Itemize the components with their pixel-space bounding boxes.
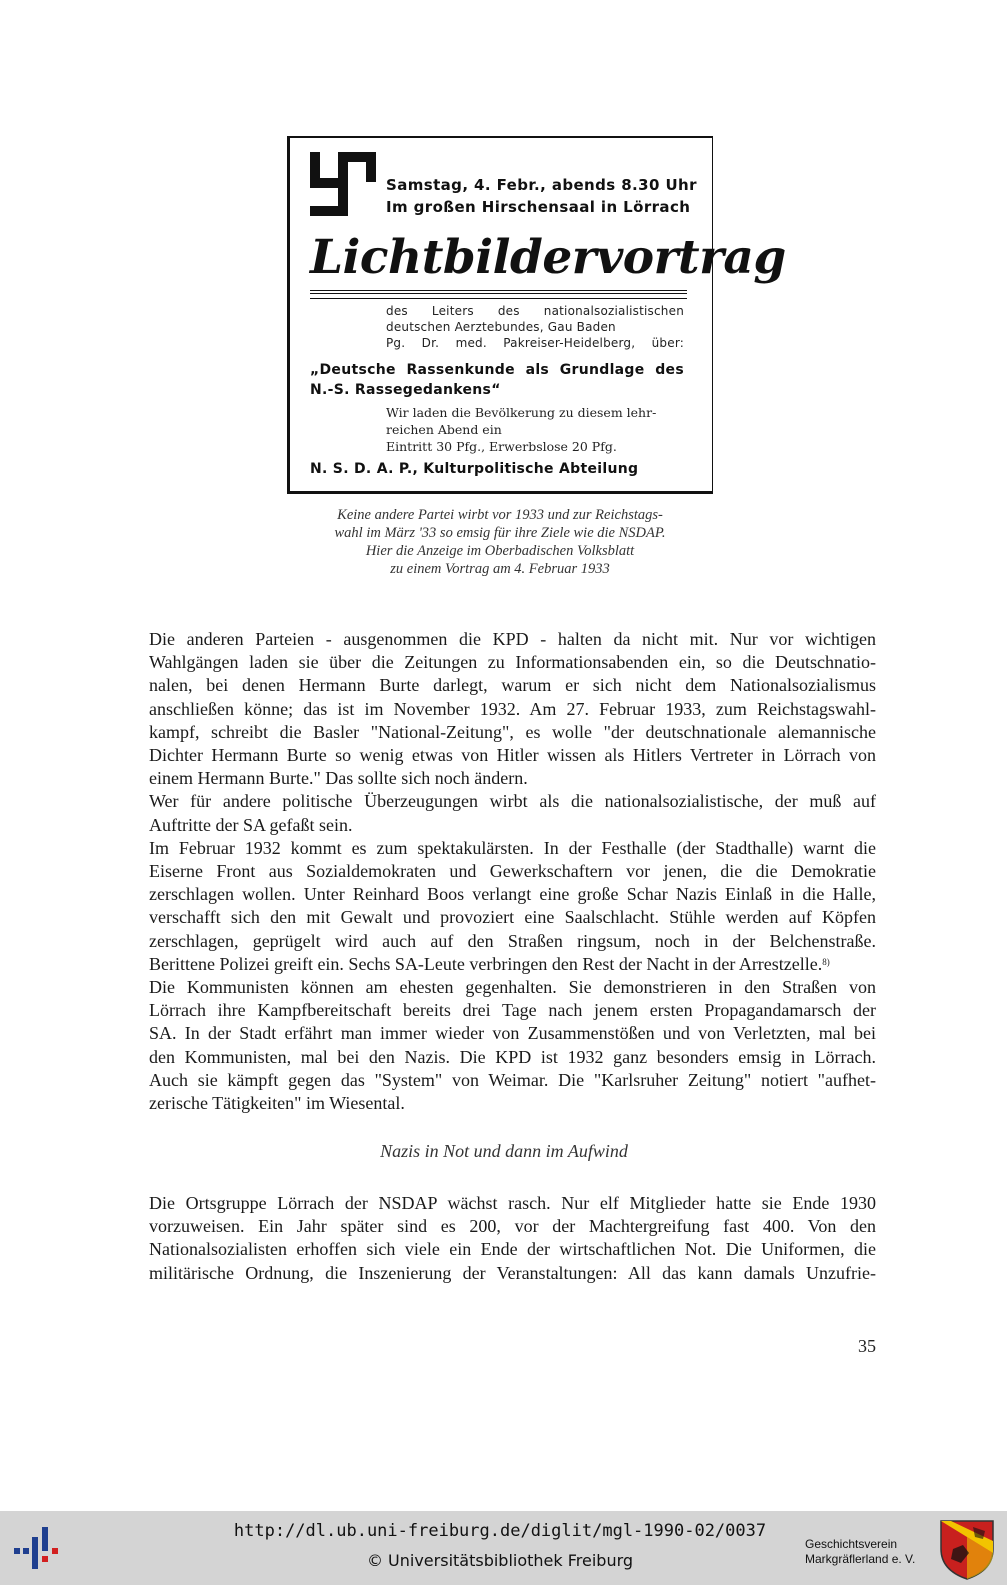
text-line: Die anderen Parteien - ausgenommen die KPD - halten da nicht mit. Nur vor wichtigen — [149, 629, 876, 649]
advertisement-box — [287, 136, 786, 494]
society-name — [805, 1537, 935, 1567]
text-line-content: Berittene Polizei greift ein. Sechs SA-Leute verbringen den Rest der Nacht in der Arrestzelle. — [149, 953, 823, 974]
text-line: vorzuweisen. Ein Jahr später sind es 200, vor der Machtergreifung fast 400. Von den — [149, 1216, 876, 1237]
text-line: Nationalsozialisten erhoffen sich viele ein Ende der wirtschaftlichen Not. Die Uniformen, die — [149, 1239, 876, 1260]
text-line: Auch sie kämpft gegen das "System" von Weimar. Die "Karlsruher Zeitung" notiert "aufhet- — [149, 1069, 876, 1090]
text-line: Wahlgängen laden sie über die Zeitungen zu Informationsabenden ein, so die Deutschnatio- — [149, 652, 876, 673]
figure-caption — [260, 506, 740, 578]
text-line: verschafft sich den mit Gewalt und provoziert eine Saalschlacht. Stühle werden auf Köpfen — [149, 907, 876, 928]
text-line: den Kommunisten, mal bei den Nazis. Die KPD ist 1932 ganz besonders emsig in Lörrach. — [149, 1046, 876, 1067]
text-line: Dichter Hermann Burte so wenig etwas von Hitler wissen als Hitlers Vertreter in Lörrach von — [149, 745, 876, 766]
ad-invite-line: reichen Abend ein — [386, 422, 502, 437]
text-line: kampf, schreibt die Basler "National-Zeitung", es wolle "der deutschnationale alemannische — [149, 721, 876, 742]
ad-title: Lichtbildervortrag — [310, 230, 786, 285]
ad-invitation — [386, 404, 686, 455]
ad-divider — [310, 290, 687, 299]
society-name-line: Markgräflerland e. V. — [805, 1552, 916, 1566]
footer-bar — [0, 1511, 1007, 1585]
text-line: Eiserne Front aus Sozialdemokraten und Gewerkschaftern vor jenen, die die Demokratie — [149, 861, 876, 882]
ad-topic-line: „Deutsche Rassenkunde als Grundlage des — [310, 362, 684, 378]
text-line: Lörrach ihre Kampfbereitschaft bereits drei Tage nach jenem ersten Propagandamarsch der — [149, 1000, 876, 1021]
text-line: Die Ortsgruppe Lörrach der NSDAP wächst rasch. Nur elf Mitglieder hatte sie Ende 1930 — [149, 1193, 876, 1213]
text-line: zerische Tätigkeiten" im Wiesental. — [149, 1093, 405, 1114]
ad-venue-line: Im großen Hirschensaal in Lörrach — [386, 198, 691, 216]
text-line: Auftritte der SA gefaßt sein. — [149, 814, 353, 835]
ad-body-line: deutschen Aerztebundes, Gau Baden — [386, 320, 616, 334]
text-line: SA. In der Stadt erfährt man immer wieder von Zusammenstößen und von Verletzten, mal bei — [149, 1023, 876, 1044]
ad-invite-line: Wir laden die Bevölkerung zu diesem lehr- — [386, 405, 657, 420]
ad-admission-line: Eintritt 30 Pfg., Erwerbslose 20 Pfg. — [386, 439, 617, 454]
caption-line: Hier die Anzeige im Oberbadischen Volksblatt — [365, 543, 635, 559]
ad-date-line: Samstag, 4. Febr., abends 8.30 Uhr — [386, 176, 697, 194]
paragraph — [132, 1192, 876, 1285]
society-name-line: Geschichtsverein — [805, 1537, 898, 1551]
ad-topic-line: N.-S. Rassegedankens“ — [310, 382, 501, 398]
text-line: nalen, bei denen Hermann Burte darlegt, warum er sich nicht dem Nationalsozialismus — [149, 675, 876, 696]
footnote-marker[interactable]: 8) — [822, 956, 830, 967]
ad-body-line: Pg. Dr. med. Pakreiser-Heidelberg, über: — [386, 336, 684, 350]
ad-lecture-topic — [310, 360, 684, 400]
text-line: Wer für andere politische Überzeugungen wirbt als die nationalsozialistische, der muß auf — [149, 791, 876, 812]
party-emblem-icon — [310, 152, 376, 216]
caption-line: Keine andere Partei wirbt vor 1933 und zur Reichstags- — [337, 507, 663, 523]
text-line: anschließen könne; das ist im November 1932. Am 27. Februar 1933, zum Reichstagswahl- — [149, 698, 876, 719]
paragraph — [132, 790, 876, 836]
text-line: Im Februar 1932 kommt es zum spektakulärsten. In der Festhalle (der Stadthalle) warnt die — [149, 837, 876, 858]
paragraph — [132, 837, 876, 976]
section-heading: Nazis in Not und dann im Aufwind — [380, 1141, 628, 1161]
page-number: 35 — [858, 1336, 876, 1356]
paragraph — [132, 628, 876, 790]
ub-freiburg-logo-icon[interactable] — [12, 1523, 62, 1573]
paragraph — [132, 976, 876, 1115]
caption-line: zu einem Vortrag am 4. Februar 1933 — [390, 561, 610, 577]
ad-header — [386, 174, 697, 218]
ad-speaker-block — [386, 303, 684, 351]
ad-body-line: des Leiters des nationalsozialistischen — [386, 304, 684, 318]
text-line: zerschlagen wollen. Unter Reinhard Boos verlangt eine große Schar Nazis Einlaß in die Halle, — [149, 884, 876, 905]
coat-of-arms-icon[interactable] — [939, 1519, 995, 1581]
text-line: militärische Ordnung, die Inszenierung der Veranstaltungen: All das kann damals Unzufrie- — [149, 1262, 876, 1283]
article-body — [132, 628, 876, 1115]
text-line: einem Hermann Burte." Das sollte sich noch ändern. — [149, 768, 528, 789]
caption-line: wahl im März '33 so emsig für ihre Ziele wie die NSDAP. — [334, 525, 666, 541]
copyright-text: © Universitätsbibliothek Freiburg — [366, 1551, 634, 1570]
article-body-continued — [132, 1192, 876, 1285]
text-line: zerschlagen, geprügelt wird auch auf den Straßen ringsum, noch in der Belchenstraße. — [149, 930, 876, 951]
ad-organizer: N. S. D. A. P., Kulturpolitische Abteilung — [310, 461, 639, 477]
document-url-link[interactable]: http://dl.ub.uni-freiburg.de/diglit/mgl-1990-02/0037 — [233, 1521, 767, 1541]
text-line: Die Kommunisten können am ehesten gegenhalten. Sie demonstrieren in den Straßen von — [149, 977, 876, 998]
text-line — [132, 953, 876, 976]
